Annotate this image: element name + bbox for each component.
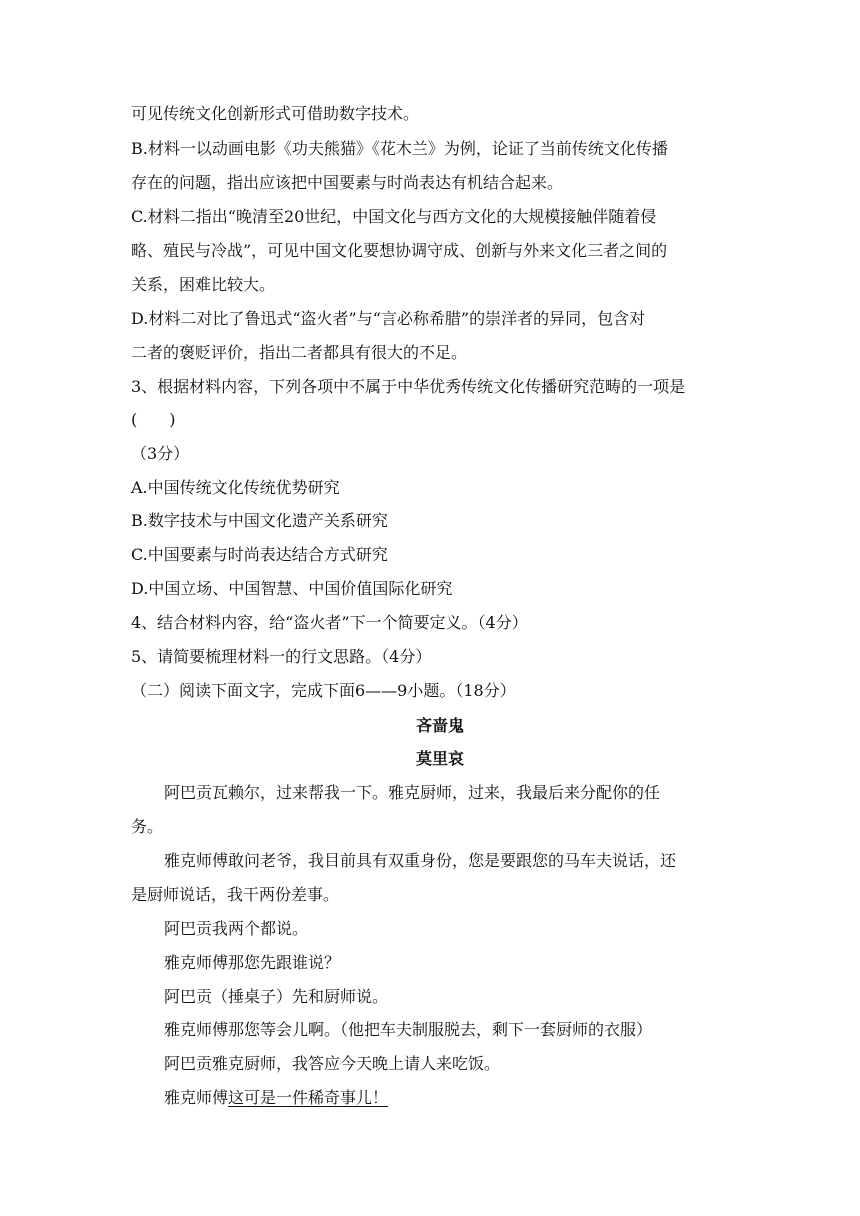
dialogue-line-last <box>164 1087 388 1109</box>
dialogue-line: 务。 <box>131 817 164 836</box>
story-title: 吝啬鬼 <box>415 716 464 735</box>
q3-option-c: C.中国要素与时尚表达结合方式研究 <box>131 545 388 564</box>
q3-option-a: A.中国传统文化传统优势研究 <box>131 478 340 497</box>
dialogue-line: 阿巴贡我两个都说。 <box>164 919 309 938</box>
section-heading: （二）阅读下面文字，完成下面6——9小题。（18分） <box>131 681 516 700</box>
answer-parentheses: ( ) <box>131 410 176 429</box>
underlined-sentence: 这可是一件稀奇事儿！ <box>228 1088 389 1107</box>
question-3-score: （3分） <box>131 444 190 463</box>
option-c-line-1: C.材料二指出“晚清至20世纪，中国文化与西方文化的大规模接触伴随着侵 <box>131 207 657 226</box>
story-author: 莫里哀 <box>415 749 464 768</box>
option-b-line-2: 存在的问题，指出应该把中国要素与时尚表达有机结合起来。 <box>131 173 564 192</box>
dialogue-line: 阿巴贡（捶桌子）先和厨师说。 <box>164 987 389 1006</box>
text-line: 可见传统文化创新形式可借助数字技术。 <box>131 104 420 123</box>
dialogue-line: 是厨师说话，我干两份差事。 <box>131 885 340 904</box>
option-d-line-1: D.材料二对比了鲁迅式“盗火者”与“言必称希腊”的崇洋者的异同，包含对 <box>131 309 646 328</box>
dialogue-line: 阿巴贡瓦赖尔，过来帮我一下。雅克厨师，过来，我最后来分配你的任 <box>164 783 661 802</box>
question-3: 3、根据材料内容，下列各项中不属于中华优秀传统文化传播研究范畴的一项是 <box>131 377 686 396</box>
option-c-line-2: 略、殖民与冷战”，可见中国文化要想协调守成、创新与外来文化三者之间的 <box>131 241 668 260</box>
q3-option-d: D.中国立场、中国智慧、中国价值国际化研究 <box>131 579 453 598</box>
option-c-line-3: 关系，困难比较大。 <box>131 275 276 294</box>
question-4: 4、结合材料内容，给“盗火者”下一个简要定义。（4分） <box>131 613 528 632</box>
dialogue-line: 阿巴贡雅克厨师，我答应今天晚上请人来吃饭。 <box>164 1054 501 1073</box>
dialogue-line: 雅克师傅那您等会儿啊。（他把车夫制服脱去，剩下一套厨师的衣服） <box>164 1020 653 1039</box>
speaker-name: 雅克师傅 <box>164 1088 229 1107</box>
dialogue-line: 雅克师傅敢问老爷，我目前具有双重身份，您是要跟您的马车夫说话，还 <box>164 851 677 870</box>
q3-option-b: B.数字技术与中国文化遗产关系研究 <box>131 511 388 530</box>
dialogue-line: 雅克师傅那您先跟谁说？ <box>164 953 341 972</box>
option-b-line-1: B.材料一以动画电影《功夫熊猫》《花木兰》为例，论证了当前传统文化传播 <box>131 139 668 158</box>
option-d-line-2: 二者的褒贬评价，指出二者都具有很大的不足。 <box>131 343 468 362</box>
question-5: 5、请简要梳理材料一的行文思路。（4分） <box>131 647 432 666</box>
